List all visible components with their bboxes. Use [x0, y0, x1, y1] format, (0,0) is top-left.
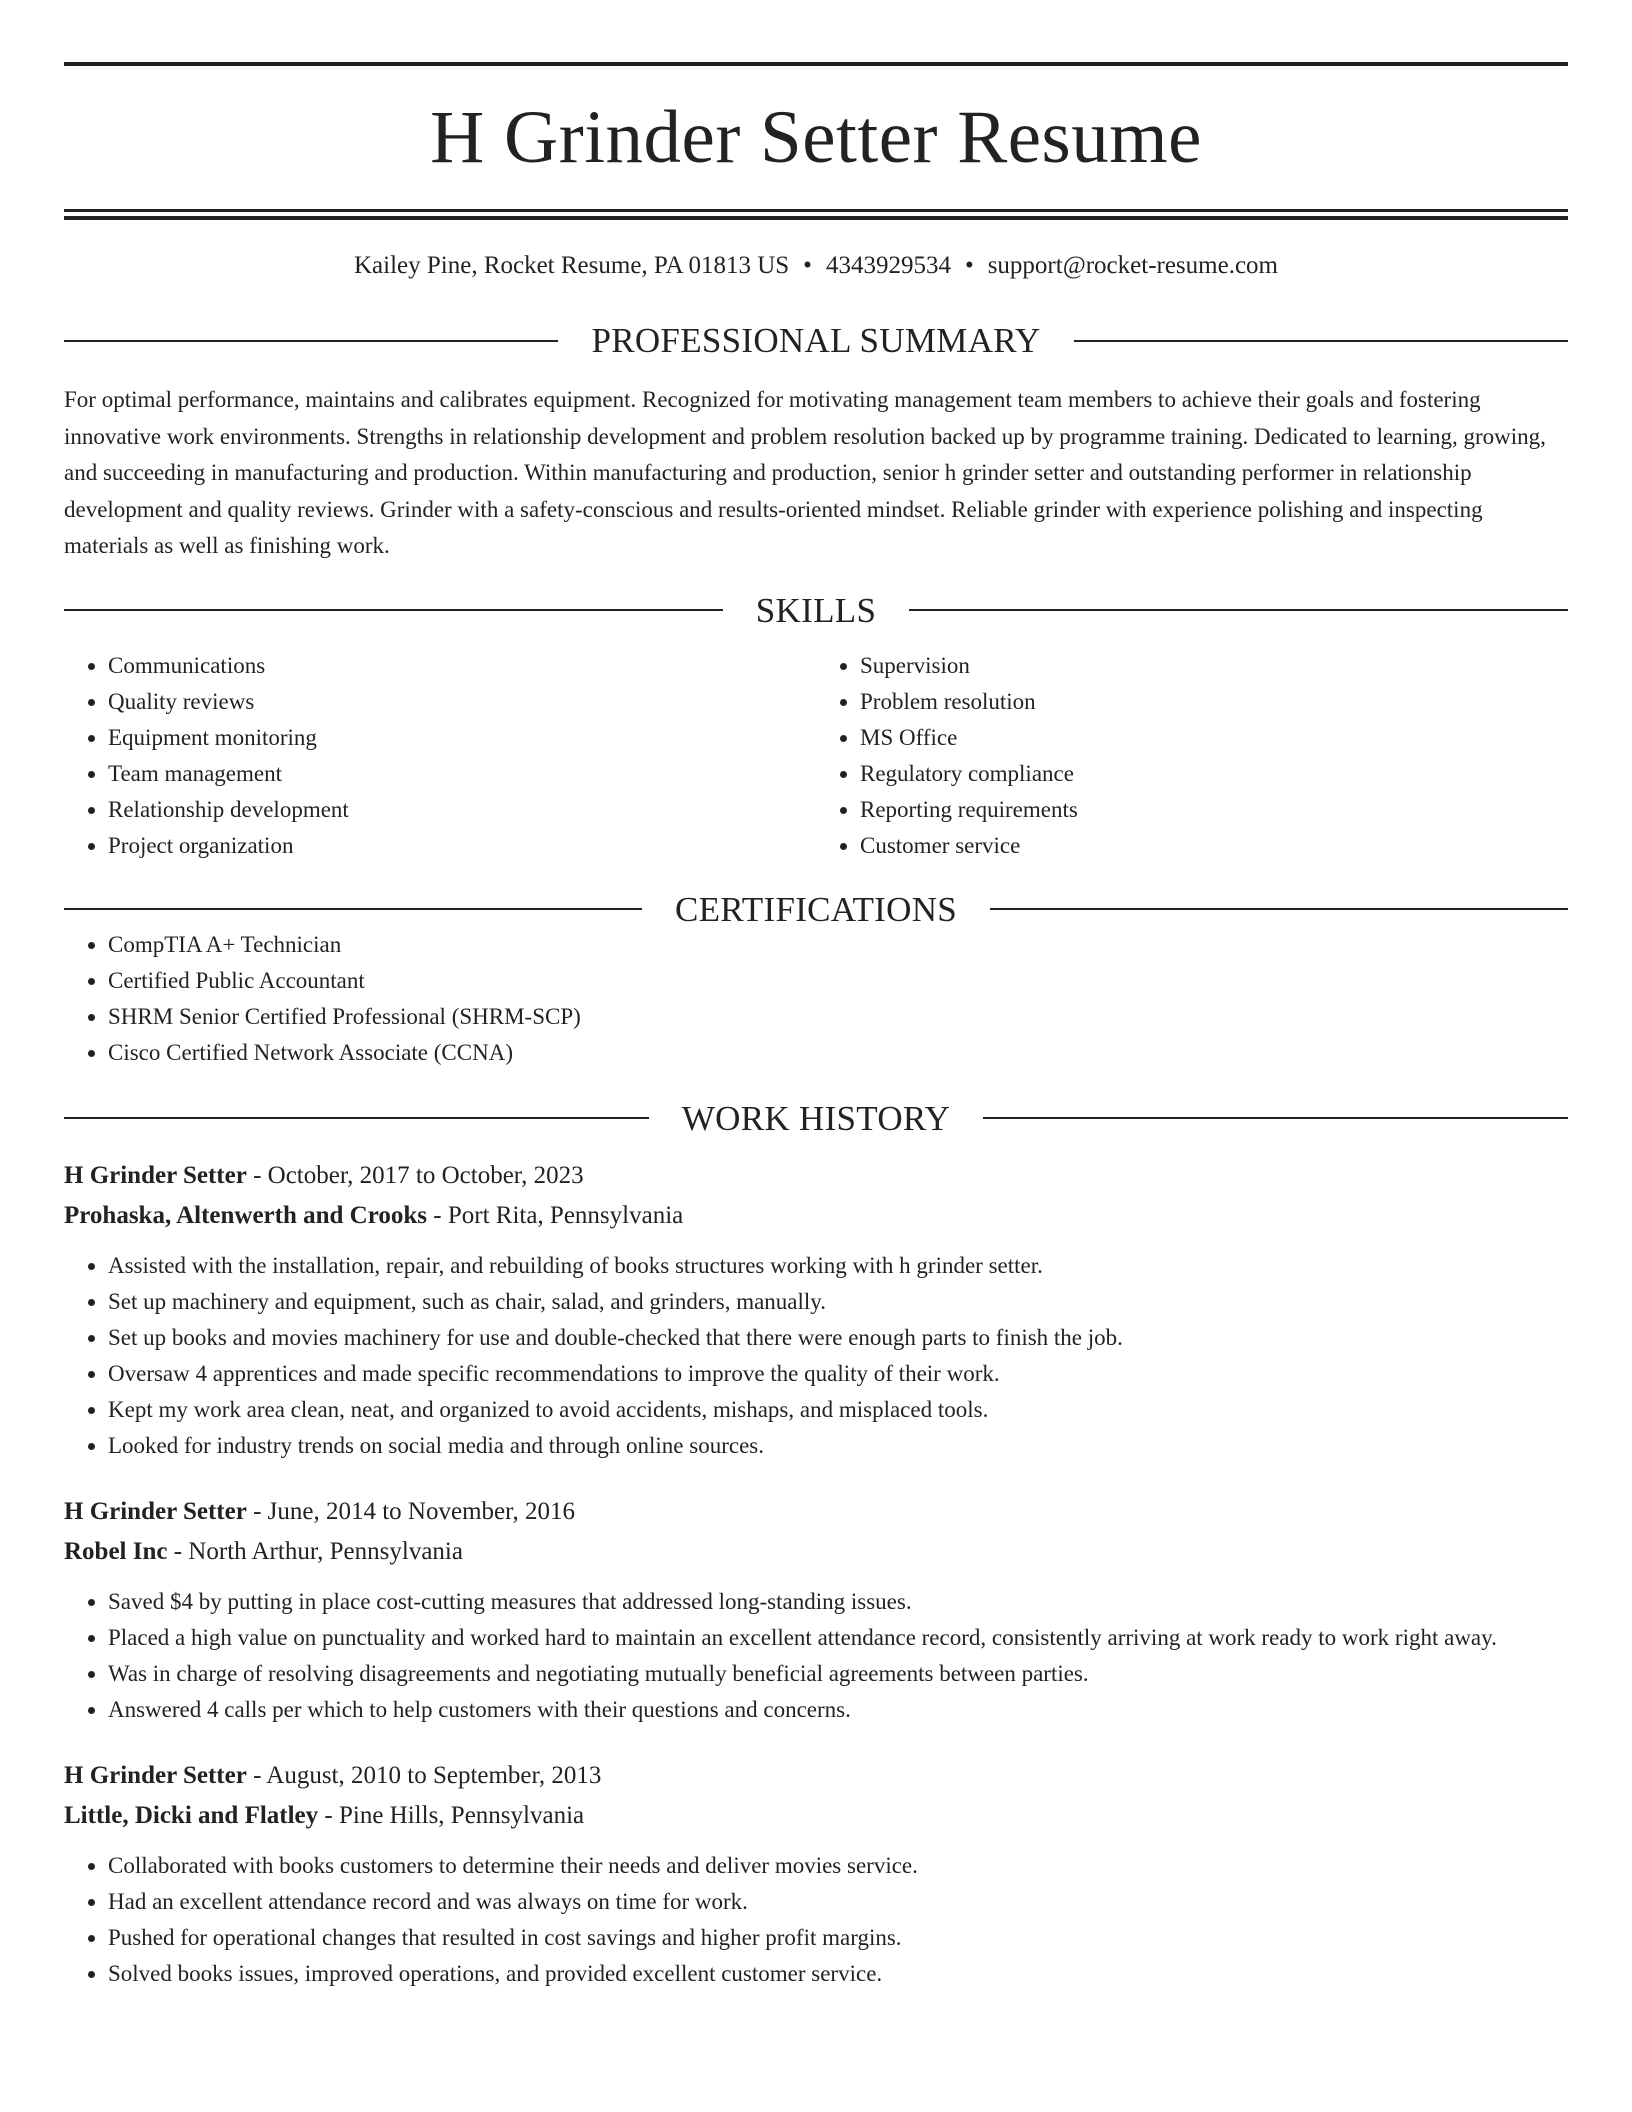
section-header-work: [64, 1098, 1568, 1138]
job-bullet: • Set up books and movies machinery for use and double-checked that there were enough parts to finish the job.: [108, 1320, 1568, 1356]
job-bullet: • Pushed for operational changes that resulted in cost savings and higher profit margins.: [108, 1920, 1568, 1956]
job-location: - Port Rita, Pennsylvania: [433, 1201, 684, 1229]
job-company: Prohaska, Altenwerth and Crooks: [64, 1201, 428, 1229]
job-title-line: [64, 1156, 1568, 1196]
resume-title: H Grinder Setter Resume: [430, 96, 1202, 179]
job-title: H Grinder Setter: [64, 1161, 247, 1189]
job-company: Little, Dicki and Flatley: [64, 1801, 319, 1829]
certification-item: • CompTIA A+ Technician: [108, 927, 1568, 963]
job-dates: - August, 2010 to September, 2013: [253, 1761, 602, 1789]
job-company-line: [64, 1532, 1568, 1572]
skill-item: • MS Office: [860, 720, 1568, 756]
job-title-line: [64, 1756, 1568, 1796]
job-bullet: • Solved books issues, improved operations, and provided excellent customer service.: [108, 1956, 1568, 1992]
skill-item: • Equipment monitoring: [108, 720, 816, 756]
job-dates: - October, 2017 to October, 2023: [253, 1161, 584, 1189]
certification-item: • SHRM Senior Certified Professional (SHRM-SCP): [108, 999, 1568, 1035]
skill-item: • Reporting requirements: [860, 792, 1568, 828]
job-bullet: • Assisted with the installation, repair, and rebuilding of books structures working with h grinder setter.: [108, 1248, 1568, 1284]
job-title-line: [64, 1492, 1568, 1532]
job-title: H Grinder Setter: [64, 1761, 247, 1789]
contact-email: support@rocket-resume.com: [987, 252, 1278, 279]
skill-item: • Regulatory compliance: [860, 756, 1568, 792]
section-header-summary: [64, 323, 1568, 358]
skill-item: • Customer service: [860, 828, 1568, 864]
skill-item: • Project organization: [108, 828, 816, 864]
job-company: Robel Inc: [64, 1537, 168, 1565]
job-bullet: • Kept my work area clean, neat, and organized to avoid accidents, mishaps, and misplaced tools.: [108, 1392, 1568, 1428]
contact-separator: •: [964, 252, 974, 279]
section-title-work: WORK HISTORY: [681, 1098, 951, 1138]
job-entry: [64, 1756, 1568, 1992]
job-location: - North Arthur, Pennsylvania: [173, 1537, 463, 1565]
divider-line: [64, 1117, 649, 1119]
skill-item: • Communications: [108, 648, 816, 684]
title-double-rule: [64, 209, 1568, 220]
job-bullet: • Was in charge of resolving disagreements and negotiating mutually beneficial agreements between parties.: [108, 1656, 1568, 1692]
certifications-list: [64, 927, 1568, 1071]
skills-list-left: [64, 648, 816, 864]
divider-line: [990, 908, 1568, 910]
job-title: H Grinder Setter: [64, 1497, 247, 1525]
skills-list-right: [816, 648, 1568, 864]
section-title-summary: PROFESSIONAL SUMMARY: [591, 321, 1041, 360]
section-header-certifications: [64, 889, 1568, 929]
job-bullets: [64, 1848, 1568, 1992]
job-bullets: [64, 1584, 1568, 1728]
section-title-skills: SKILLS: [755, 590, 877, 630]
job-company-line: [64, 1796, 1568, 1836]
skill-item: • Problem resolution: [860, 684, 1568, 720]
divider-line: [983, 1117, 1568, 1119]
job-entry: [64, 1156, 1568, 1464]
professional-summary-text: For optimal performance, maintains and calibrates equipment. Recognized for motivating management team members to achieve their goals and fostering innovative work environments. Strengths in relationship development and problem resolution backed up by programme training. Dedicated to learning, growing, and succeeding in manufacturing and production. Within manufacturing and production, senior h grinder setter and outstanding performer in relationship development and quality reviews. Grinder with a safety-conscious and results-oriented mindset. Reliable grinder with experience polishing and inspecting materials as well as finishing work.: [64, 387, 1546, 558]
job-bullets: [64, 1248, 1568, 1464]
job-company-line: [64, 1196, 1568, 1236]
skills-columns: [64, 648, 1568, 864]
contact-separator: •: [803, 252, 812, 279]
divider-line: [909, 609, 1568, 611]
job-bullet: • Answered 4 calls per which to help customers with their questions and concerns.: [108, 1692, 1568, 1728]
certification-item: • Cisco Certified Network Associate (CCNA): [108, 1035, 1568, 1071]
divider-line: [64, 908, 642, 910]
job-entry: [64, 1492, 1568, 1728]
certification-item: • Certified Public Accountant: [108, 963, 1568, 999]
job-bullet: • Placed a high value on punctuality and worked hard to maintain an excellent attendance record, consistently arriving at work ready to work right away.: [108, 1620, 1568, 1656]
job-dates: - June, 2014 to November, 2016: [253, 1497, 575, 1525]
section-title-certifications: CERTIFICATIONS: [674, 889, 958, 929]
divider-line: [64, 340, 558, 342]
divider-line: [64, 609, 723, 611]
job-bullet: • Had an excellent attendance record and was always on time for work.: [108, 1884, 1568, 1920]
resume-page: [64, 62, 1568, 1992]
job-bullet: • Oversaw 4 apprentices and made specific recommendations to improve the quality of their work.: [108, 1356, 1568, 1392]
skill-item: • Team management: [108, 756, 816, 792]
job-bullet: • Saved $4 by putting in place cost-cutting measures that addressed long-standing issues.: [108, 1584, 1568, 1620]
contact-line: [64, 253, 1568, 278]
job-bullet: • Looked for industry trends on social media and through online sources.: [108, 1428, 1568, 1464]
skill-item: • Quality reviews: [108, 684, 816, 720]
job-bullet: • Set up machinery and equipment, such as chair, salad, and grinders, manually.: [108, 1284, 1568, 1320]
contact-phone: 4343929534: [825, 252, 951, 279]
job-bullet: • Collaborated with books customers to determine their needs and deliver movies service.: [108, 1848, 1568, 1884]
divider-line: [1074, 340, 1568, 342]
skill-item: • Supervision: [860, 648, 1568, 684]
work-history: [64, 1156, 1568, 1992]
contact-address: Kailey Pine, Rocket Resume, PA 01813 US: [353, 252, 790, 279]
skill-item: • Relationship development: [108, 792, 816, 828]
section-header-skills: [64, 590, 1568, 630]
job-location: - Pine Hills, Pennsylvania: [324, 1801, 585, 1829]
